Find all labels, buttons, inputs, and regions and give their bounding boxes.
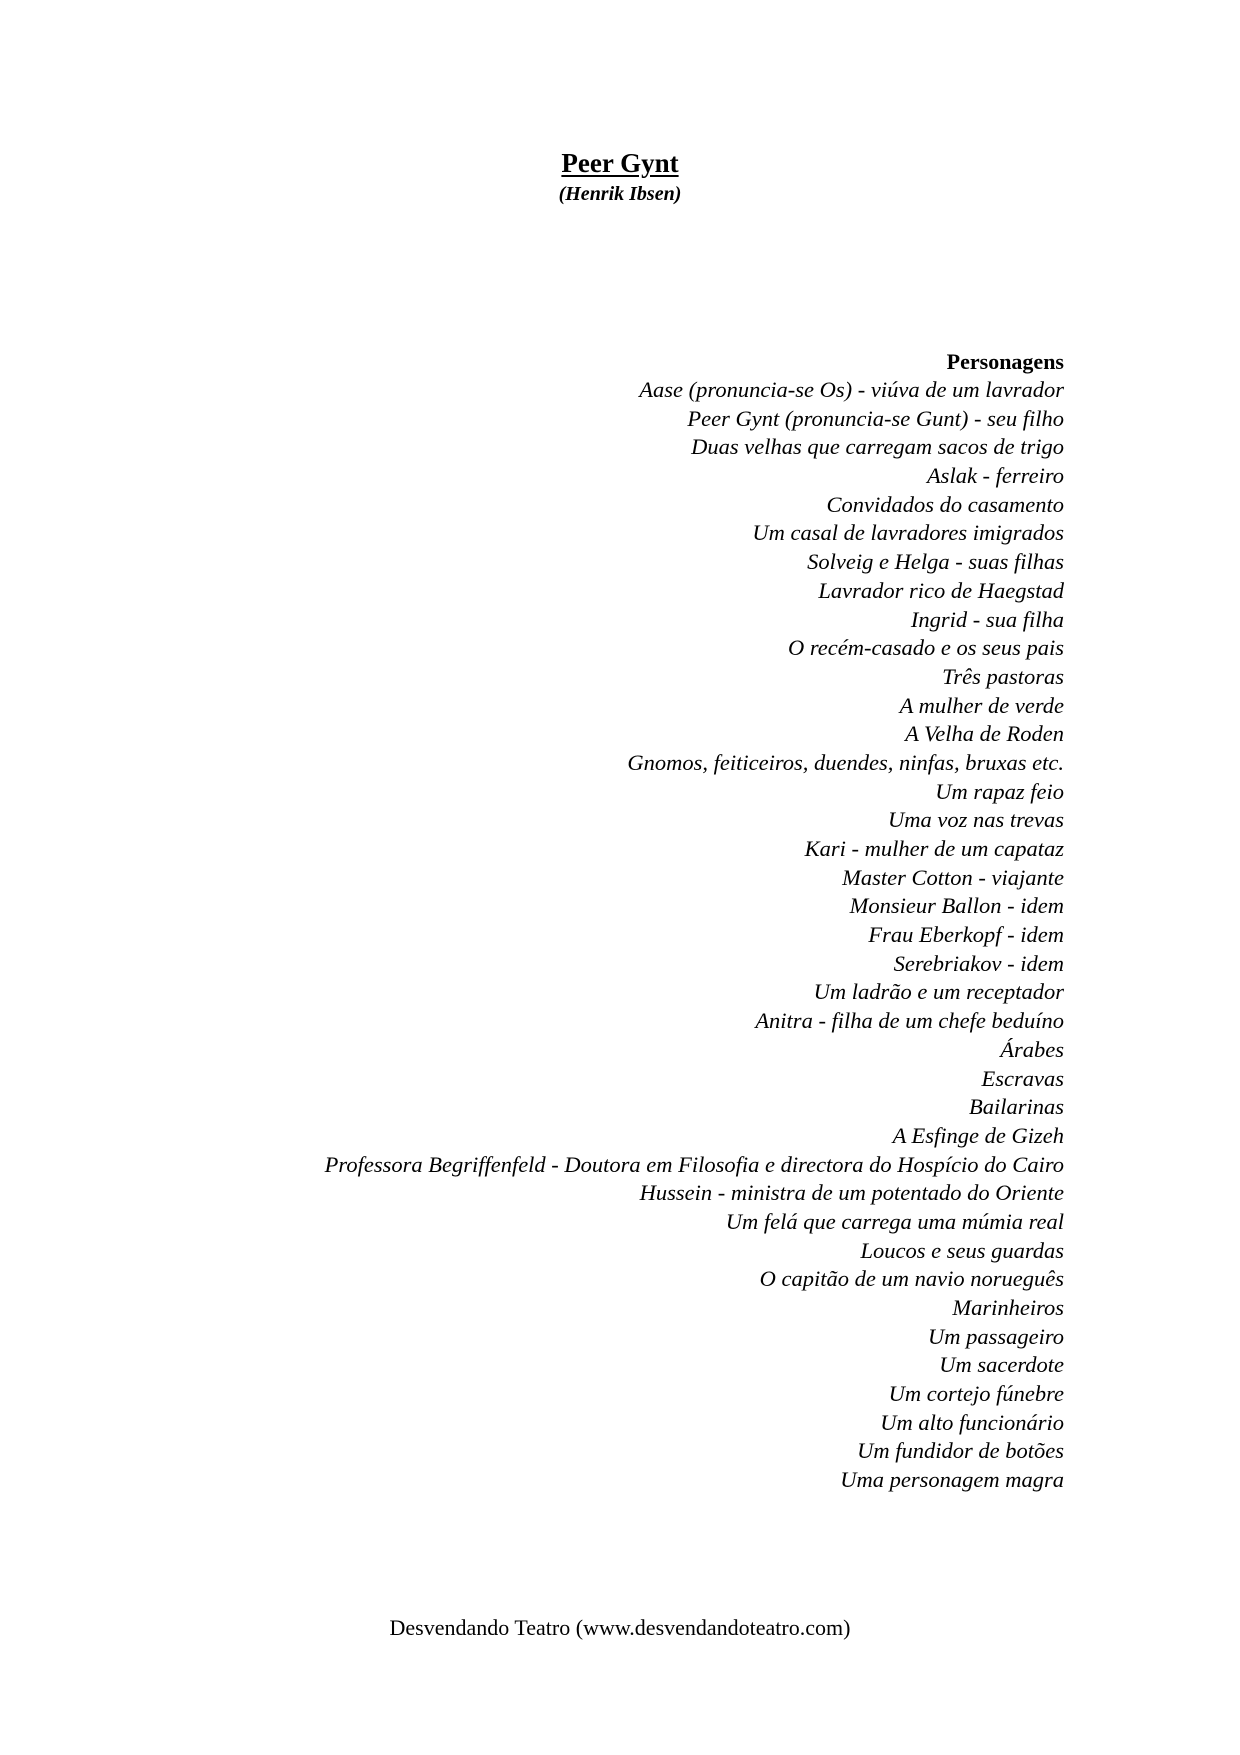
character-item: Anitra - filha de um chefe beduíno [755, 1008, 1064, 1034]
document-author: (Henrik Ibsen) [558, 183, 682, 205]
character-item: Duas velhas que carregam sacos de trigo [691, 434, 1064, 460]
character-item: Hussein - ministra de um potentado do Oriente [639, 1180, 1064, 1206]
character-item: Um sacerdote [939, 1352, 1064, 1378]
character-item: A Velha de Roden [905, 721, 1064, 747]
character-item: Aslak - ferreiro [926, 463, 1064, 489]
character-item: Um ladrão e um receptador [813, 979, 1064, 1005]
character-item: Peer Gynt (pronuncia-se Gunt) - seu filho [687, 405, 1064, 431]
characters-heading: Personagens [946, 349, 1064, 374]
character-item: Um casal de lavradores imigrados [752, 520, 1064, 546]
character-item: Convidados do casamento [826, 491, 1064, 517]
character-item: Frau Eberkopf - idem [868, 922, 1064, 948]
character-item: Ingrid - sua filha [910, 606, 1064, 632]
character-item: Marinheiros [952, 1295, 1064, 1320]
character-item: Árabes [1000, 1036, 1064, 1062]
character-item: A Esfinge de Gizeh [892, 1122, 1064, 1148]
document-title: Peer Gynt [561, 148, 679, 178]
character-item: O capitão de um navio norueguês [759, 1266, 1064, 1292]
character-item: Gnomos, feiticeiros, duendes, ninfas, bruxas etc. [627, 749, 1064, 775]
character-item: Serebriakov - idem [893, 950, 1064, 976]
character-item: Bailarinas [968, 1094, 1064, 1120]
character-item: O recém-casado e os seus pais [788, 635, 1064, 661]
character-item: Três pastoras [942, 663, 1064, 689]
character-item: A mulher de verde [899, 692, 1064, 718]
character-item: Um rapaz feio [935, 778, 1064, 804]
character-item: Professora Begriffenfeld - Doutora em Filosofia e directora do Hospício do Cairo [324, 1151, 1064, 1177]
character-item: Lavrador rico de Haegstad [818, 577, 1064, 603]
page-footer: Desvendando Teatro (www.desvendandoteatro.com) [389, 1615, 851, 1640]
character-item: Uma personagem magra [840, 1467, 1064, 1493]
character-item: Um alto funcionário [880, 1409, 1064, 1435]
character-item: Um cortejo fúnebre [888, 1381, 1064, 1407]
character-item: Solveig e Helga - suas filhas [807, 549, 1064, 575]
character-item: Escravas [981, 1065, 1064, 1091]
character-item: Uma voz nas trevas [887, 807, 1064, 833]
character-item: Um felá que carrega uma múmia real [725, 1208, 1064, 1234]
character-item: Um passageiro [927, 1323, 1064, 1349]
character-item: Kari - mulher de um capataz [804, 836, 1064, 861]
character-item: Um fundidor de botões [857, 1438, 1064, 1464]
characters-list [64, 376, 1064, 1495]
characters-section [64, 347, 1064, 1495]
character-item: Aase (pronuncia-se Os) - viúva de um lavrador [639, 377, 1064, 402]
character-item: Monsieur Ballon - idem [849, 893, 1064, 919]
character-item: Master Cotton - viajante [842, 864, 1064, 890]
character-item: Loucos e seus guardas [860, 1237, 1064, 1263]
